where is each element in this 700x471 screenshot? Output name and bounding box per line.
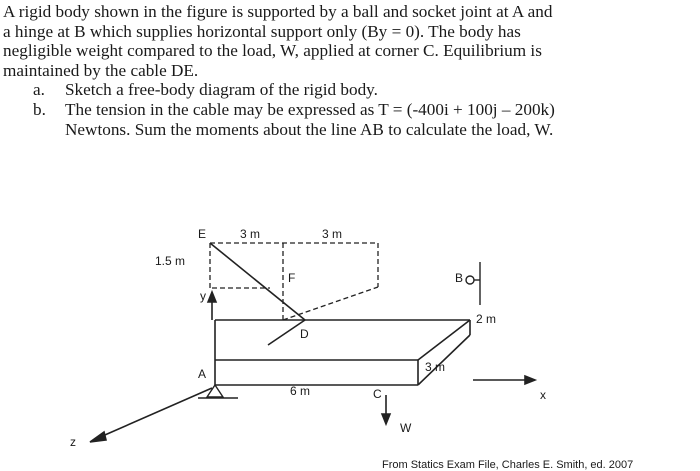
label-C: C (373, 387, 382, 401)
part-b (3, 100, 697, 139)
part-a-label: a. (33, 80, 45, 100)
figure-credit: From Statics Exam File, Charles E. Smith, ed. 2007 (382, 459, 634, 471)
label-z: z (70, 435, 76, 449)
part-a-text: Sketch a free-body diagram of the rigid body. (65, 80, 378, 100)
figure-svg (0, 195, 700, 471)
label-E: E (198, 227, 207, 241)
dim-top-left: 3 m (240, 227, 261, 241)
part-b-text-2: Newtons. Sum the moments about the line AB to calculate the load, W. (65, 119, 554, 139)
dim-top-right: 3 m (322, 227, 343, 241)
label-W: W (400, 421, 412, 435)
label-B: B (455, 271, 464, 285)
rigid-body-figure (0, 195, 700, 471)
parts-list (3, 80, 697, 139)
dim-height: 1.5 m (155, 254, 186, 268)
label-F: F (288, 271, 296, 285)
problem-line-2: a hinge at B which supplies horizontal support only (By = 0). The body has (3, 21, 521, 41)
part-b-label: b. (33, 99, 46, 119)
label-A: A (198, 367, 207, 381)
label-D: D (300, 327, 309, 341)
problem-line-4: maintained by the cable DE. (3, 60, 199, 80)
dim-front: 6 m (290, 384, 311, 398)
label-x: x (540, 388, 546, 402)
problem-line-1: A rigid body shown in the figure is supported by a ball and socket joint at A and (3, 2, 553, 21)
label-y: y (200, 289, 206, 303)
part-b-text-1: The tension in the cable may be expressed as T = (-400i + 100j – 200k) (65, 99, 555, 119)
problem-line-3: negligible weight compared to the load, W, applied at corner C. Equilibrium is (3, 41, 542, 61)
problem-statement (3, 2, 697, 139)
dim-right: 2 m (476, 312, 497, 326)
dim-front-right: 3 m (425, 360, 446, 374)
part-a (3, 80, 697, 100)
